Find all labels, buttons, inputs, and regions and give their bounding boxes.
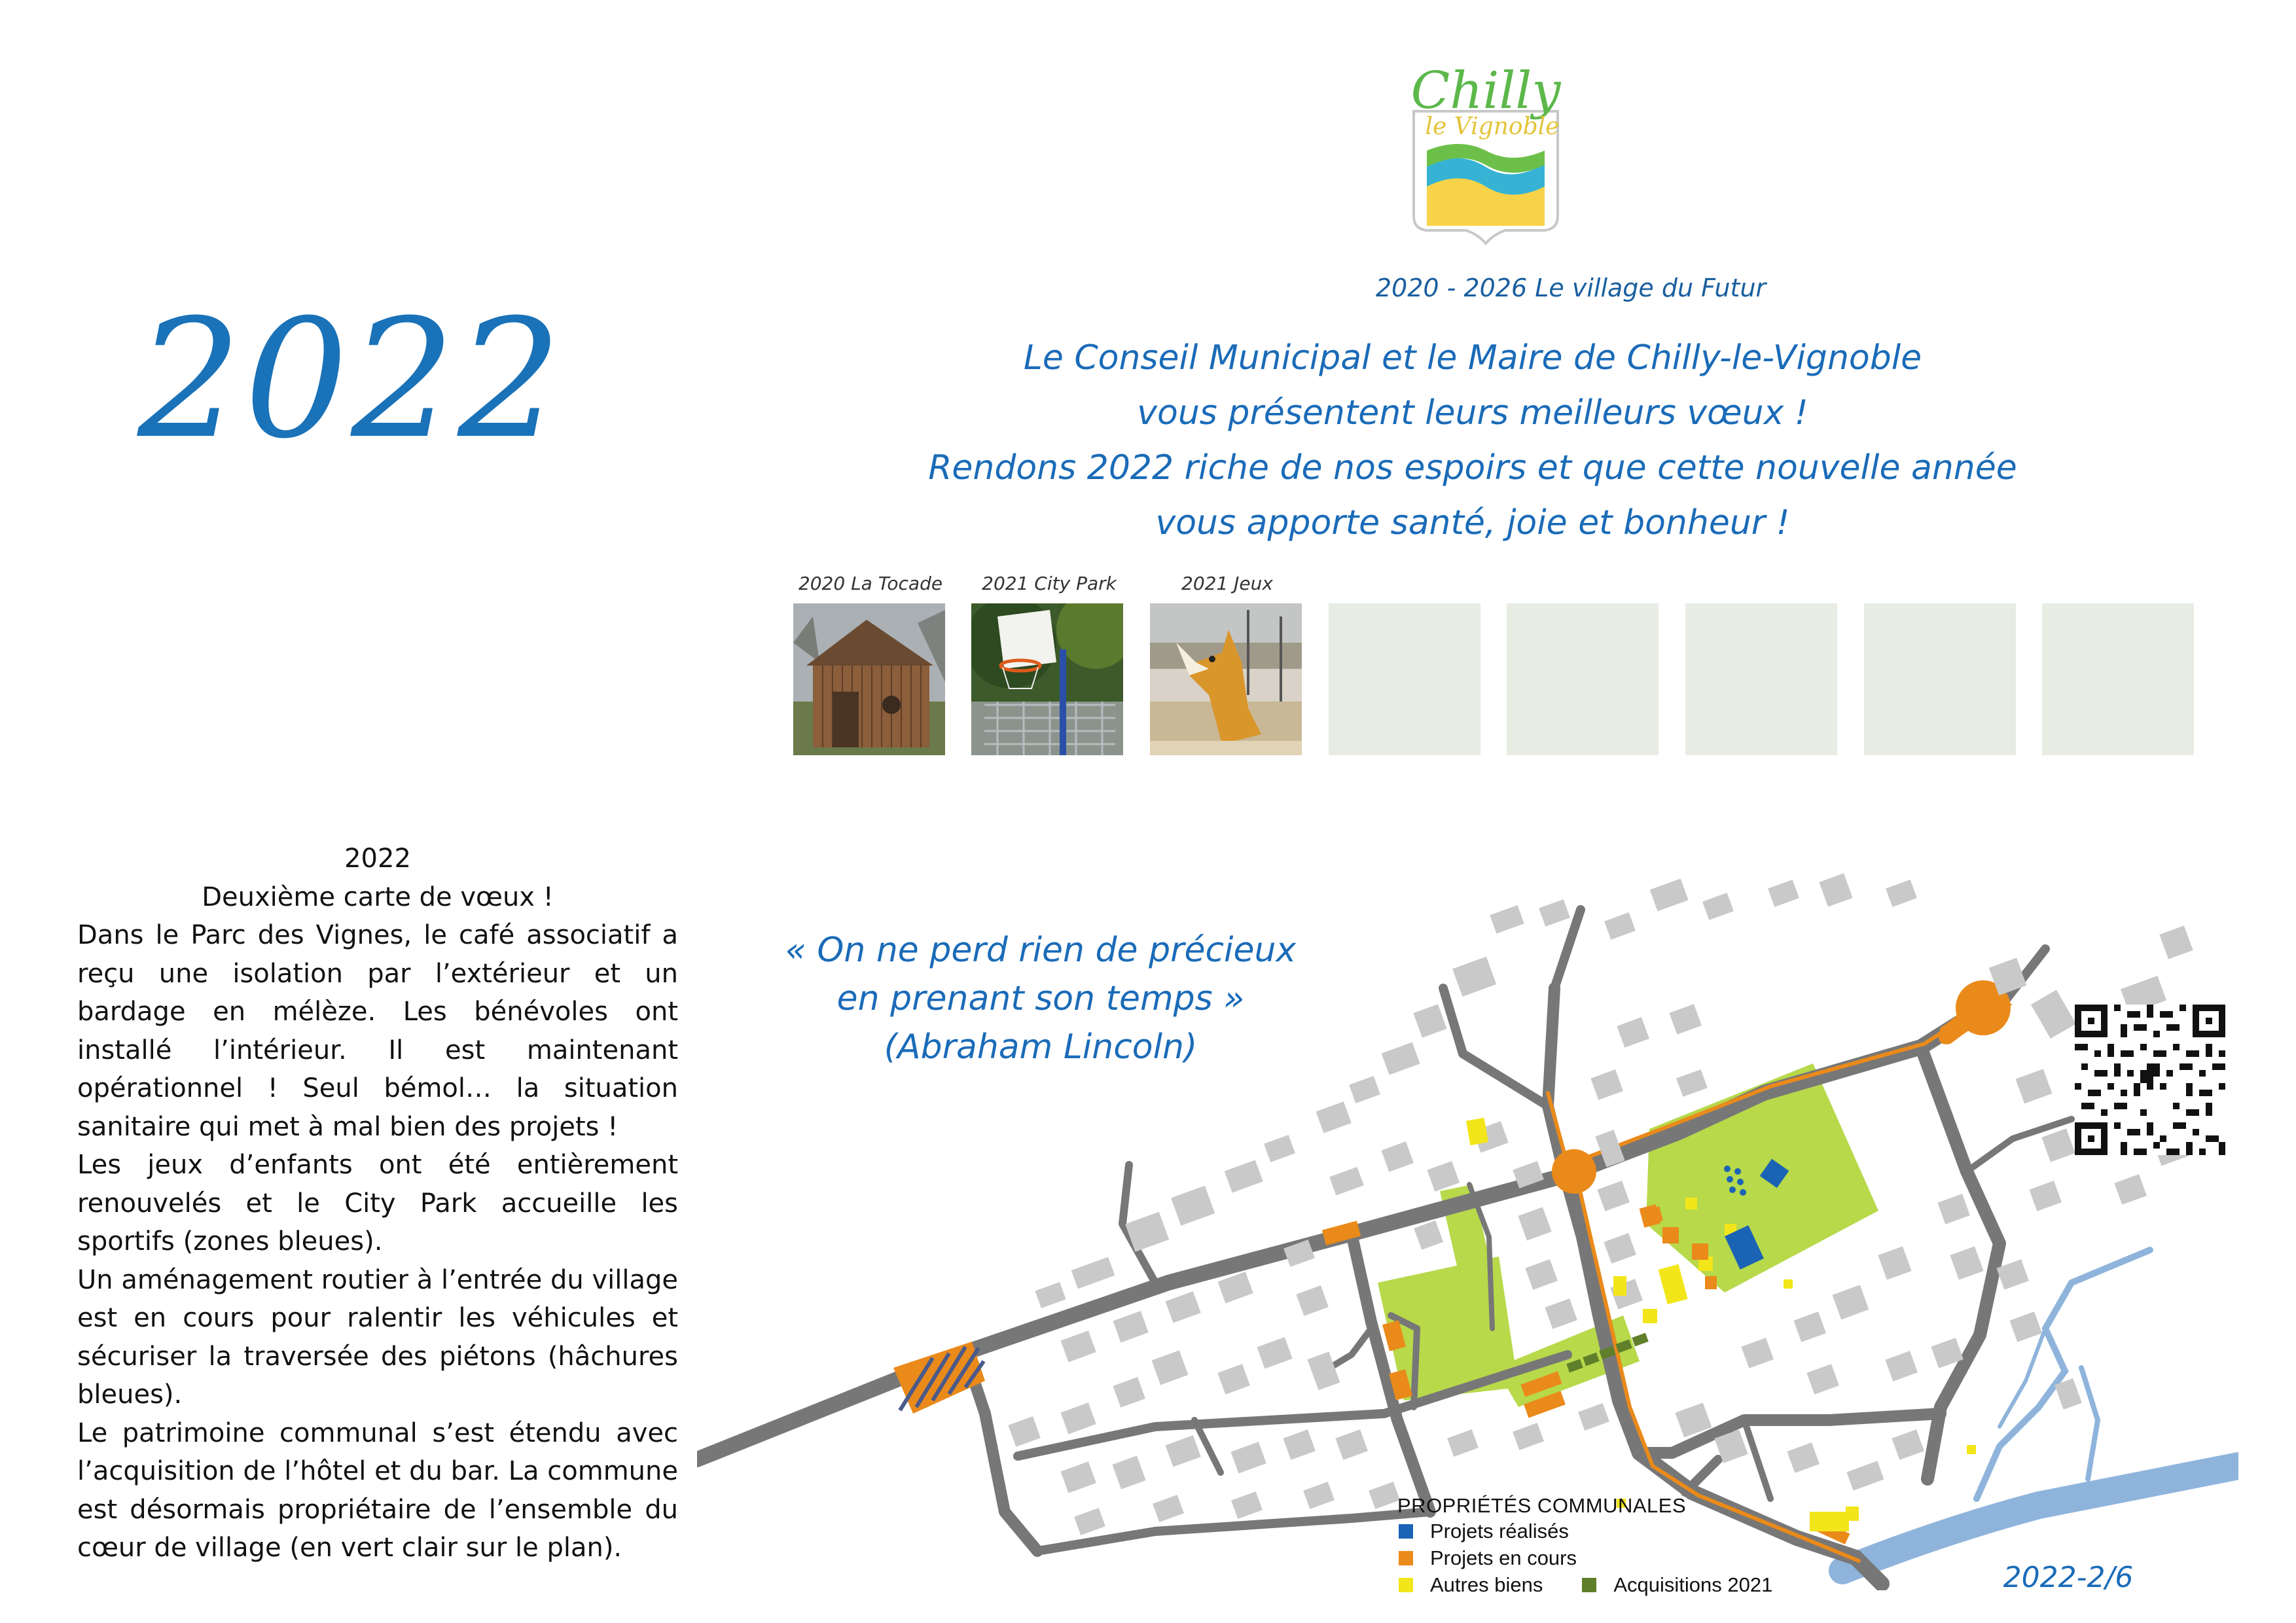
- empty-photo-slot: [2042, 603, 2194, 755]
- legend-label: Projets réalisés: [1430, 1519, 1569, 1543]
- legend-swatch-blue: [1399, 1524, 1413, 1539]
- quote-author: (Abraham Lincoln): [884, 1027, 1198, 1067]
- legend-item: [1397, 1544, 1856, 1571]
- legend-title: PROPRIÉTÉS COMMUNALES: [1397, 1494, 1687, 1517]
- article-paragraph: Un aménagement routier à l’entrée du village est en cours pour ralentir les véhicules et sécuriser la traversée des piétons (hâchures bleues).: [77, 1264, 678, 1410]
- legend-swatch-orange: [1399, 1551, 1413, 1565]
- photo-label: 2020 La Tocade: [798, 573, 943, 594]
- article-title: 2022: [344, 844, 411, 874]
- quote-line: en prenant son temps »: [836, 979, 1245, 1018]
- legend-label: Acquisitions 2021: [1613, 1573, 1773, 1596]
- photo-label: 2021 City Park: [982, 573, 1117, 594]
- article-paragraph: Dans le Parc des Vignes, le café associatif a reçu une isolation par l’extérieur et un bardage en mélèze. Les bénévoles ont installé l’intérieur. Il est maintenant opérationnel ! Seul bémol… la situation sanitaire qui met à mal bien des projets !: [77, 920, 678, 1142]
- basketball-hoop-photo: [971, 603, 1123, 755]
- empty-photo-slot: [1685, 603, 1837, 755]
- greeting-line: Le Conseil Municipal et le Maire de Chilly-le-Vignoble: [1023, 338, 1922, 378]
- map-svg: [697, 857, 2238, 1590]
- logo-subtitle: le Vignoble: [1425, 113, 1560, 140]
- wooden-cabin-photo: [793, 603, 945, 755]
- legend-item: [1397, 1518, 1856, 1544]
- fox-playground-photo: [1150, 603, 1302, 755]
- buildings: [1008, 873, 2193, 1535]
- village-map: [697, 857, 2238, 1590]
- legend-item: [1397, 1571, 1856, 1598]
- legend-label: Autres biens: [1430, 1573, 1543, 1596]
- article-paragraph: Le patrimoine communal s’est étendu avec l’acquisition de l’hôtel et du bar. La commune est désormais propriétaire de l’ensemble du cœur de village (en vert clair sur le plan).: [77, 1418, 678, 1563]
- article-subtitle: Deuxième carte de vœux !: [202, 882, 554, 912]
- orange-nodes: [1322, 980, 2013, 1544]
- legend-swatch-yellow: [1399, 1578, 1413, 1592]
- legend-swatch-dark-green: [1582, 1578, 1596, 1592]
- empty-photo-slot: [1507, 603, 1659, 755]
- quote-line: « On ne perd rien de précieux: [785, 931, 1297, 970]
- greeting-line: vous présentent leurs meilleurs vœux !: [1137, 393, 1808, 433]
- map-legend: [1397, 1494, 1856, 1598]
- page-number: 2022-2/6: [2003, 1561, 2134, 1594]
- qr-code[interactable]: [2075, 1005, 2225, 1155]
- mandate-subtitle: 2020 - 2026 Le village du Futur: [1375, 274, 1767, 302]
- photo-label: 2021 Jeux: [1181, 573, 1273, 594]
- greeting-line: vous apporte santé, joie et bonheur !: [1155, 503, 1790, 543]
- village-logo: [1401, 52, 1571, 249]
- empty-photo-slot: [1864, 603, 2016, 755]
- greeting-text: [851, 330, 2094, 550]
- article-text: [77, 840, 678, 1567]
- article-paragraph: Les jeux d’enfants ont été entièrement renouvelés et le City Park accueille les sportifs (zones bleues).: [77, 1150, 678, 1257]
- big-year: 2022: [137, 284, 565, 474]
- logo-title: Chilly: [1410, 62, 1561, 120]
- legend-label: Projets en cours: [1430, 1546, 1577, 1569]
- empty-photo-slot: [1329, 603, 1480, 755]
- greeting-line: Rendons 2022 riche de nos espoirs et que cette nouvelle année: [928, 448, 2017, 488]
